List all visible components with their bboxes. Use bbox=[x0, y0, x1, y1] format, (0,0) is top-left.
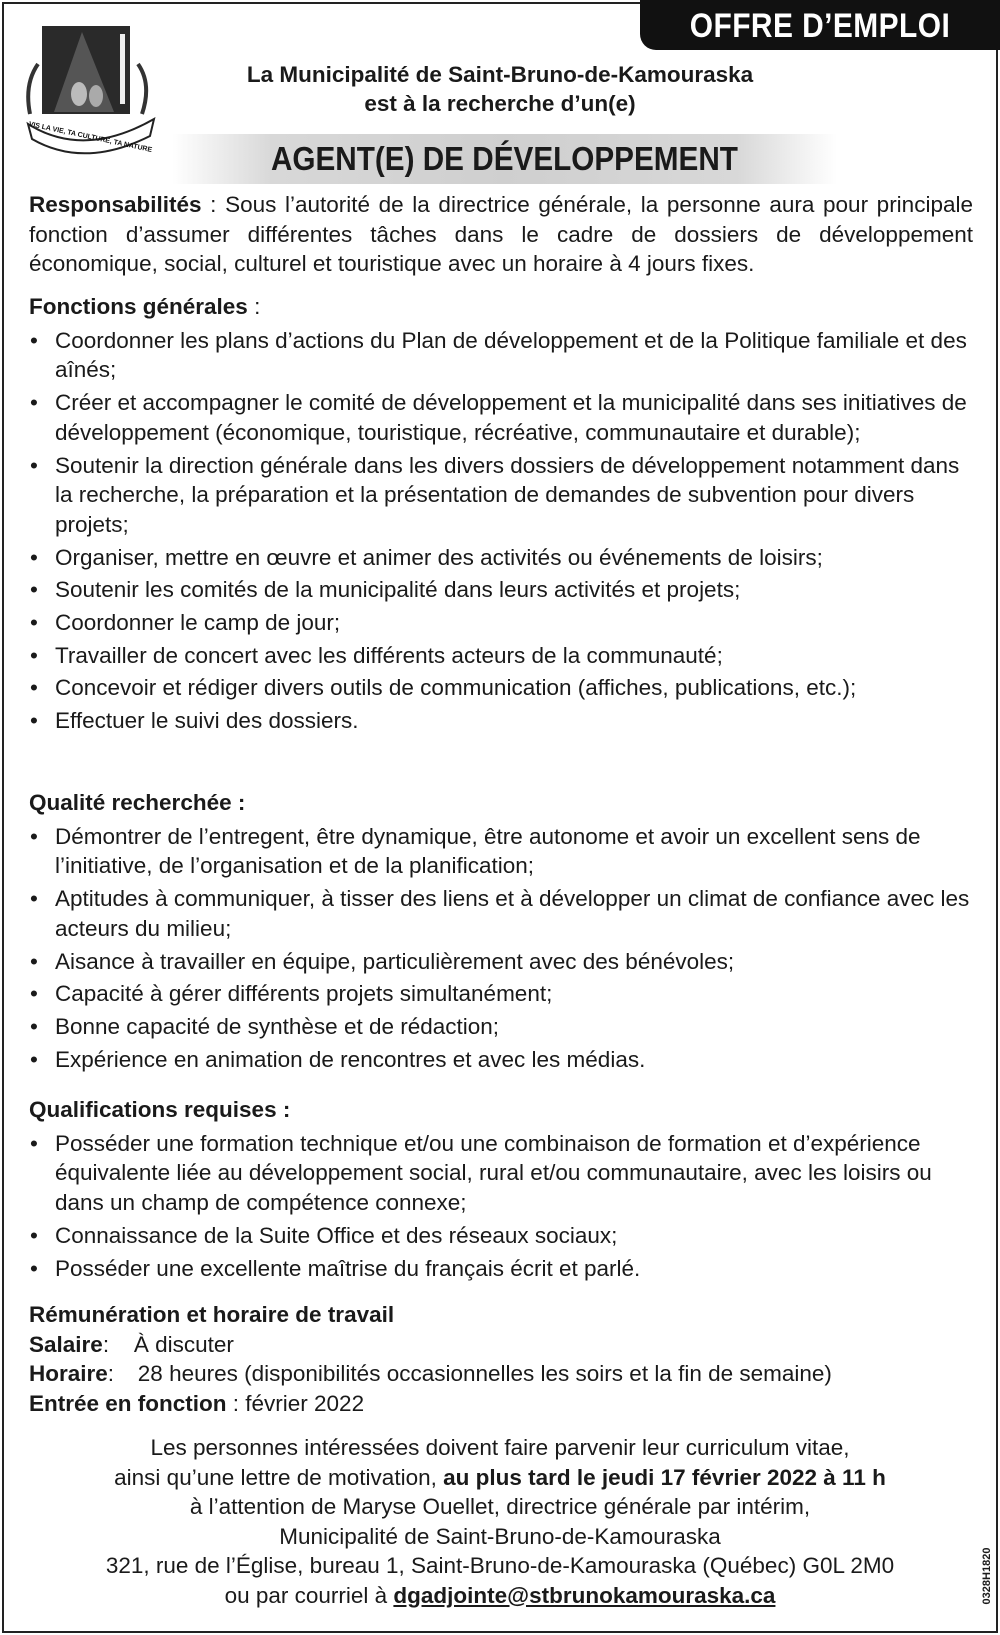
pay-section bbox=[29, 1300, 973, 1419]
apply-line-6a: ou par courriel à bbox=[224, 1582, 394, 1608]
functions-heading-suffix: : bbox=[247, 294, 261, 319]
apply-line-1: Les personnes intéressées doivent faire parvenir leur curriculum vitae, bbox=[150, 1435, 850, 1460]
salary-row bbox=[29, 1330, 973, 1360]
header-line-1: La Municipalité de Saint-Bruno-de-Kamouraska bbox=[246, 62, 754, 87]
list-item: • Effectuer le suivi des dossiers. bbox=[29, 706, 973, 736]
start-label: Entrée en fonction bbox=[29, 1391, 227, 1417]
email-link[interactable]: dgadjointe@stbrunokamouraska.ca bbox=[393, 1582, 776, 1608]
quality-heading: Qualité recherchée : bbox=[29, 790, 246, 815]
list-item: • Expérience en animation de rencontres et avec les médias. bbox=[29, 1045, 973, 1075]
list-item: • Coordonner le camp de jour; bbox=[29, 608, 973, 638]
functions-heading-text: Fonctions générales bbox=[29, 294, 248, 319]
hours-row bbox=[29, 1359, 973, 1389]
list-item: • Travailler de concert avec les différents acteurs de la communauté; bbox=[29, 641, 973, 671]
list-item: • Concevoir et rédiger divers outils de communication (affiches, publications, etc.); bbox=[29, 673, 973, 703]
list-item: • Posséder une excellente maîtrise du français écrit et parlé. bbox=[29, 1254, 973, 1284]
list-item: • Aptitudes à communiquer, à tisser des liens et à développer un climat de confiance avec les acteurs du milieu; bbox=[29, 884, 973, 943]
list-item: • Soutenir les comités de la municipalité dans leurs activités et projets; bbox=[29, 575, 973, 605]
list-item: • Aisance à travailler en équipe, particulièrement avec des bénévoles; bbox=[29, 947, 973, 977]
job-title-text: AGENT(E) DE DÉVELOPPEMENT bbox=[270, 140, 738, 177]
apply-line-2a: ainsi qu’une lettre de motivation, bbox=[114, 1464, 444, 1490]
apply-address: 321, rue de l’Église, bureau 1, Saint-Bruno-de-Kamouraska (Québec) G0L 2M0 bbox=[105, 1553, 895, 1578]
qualifications-list bbox=[29, 1129, 973, 1284]
list-item: • Posséder une formation technique et/ou une combinaison de formation et d’expérience équivalente liée au développement social, rural et/ou communautaire, avec les loisirs ou dans un champ de compétence connexe; bbox=[29, 1129, 973, 1218]
qualifications-section bbox=[29, 1095, 973, 1286]
list-item: • Soutenir la direction générale dans les divers dossiers de développement notamment dans la recherche, la préparation et la présentation de demandes de subvention pour divers projets; bbox=[29, 451, 973, 540]
salary-value: À discuter bbox=[133, 1331, 234, 1357]
start-row bbox=[29, 1389, 973, 1419]
list-item: • Bonne capacité de synthèse et de rédaction; bbox=[29, 1012, 973, 1042]
list-item: • Capacité à gérer différents projets simultanément; bbox=[29, 979, 973, 1009]
quality-section bbox=[29, 788, 973, 1077]
qualifications-heading: Qualifications requises : bbox=[29, 1097, 291, 1122]
responsibilities-paragraph bbox=[29, 190, 973, 279]
pay-heading: Rémunération et horaire de travail bbox=[29, 1302, 395, 1327]
list-item: • Coordonner les plans d’actions du Plan de développement et de la Politique familiale et des aînés; bbox=[29, 326, 973, 385]
hours-label: Horaire bbox=[29, 1361, 108, 1387]
hours-value: 28 heures (disponibilités occasionnelles les soirs et la fin de semaine) bbox=[137, 1361, 832, 1387]
functions-section bbox=[29, 292, 973, 739]
apply-line-6 bbox=[40, 1581, 960, 1611]
logo-motto: VIS LA VIE, TA CULTURE, TA NATURE bbox=[28, 121, 153, 155]
start-value: : février 2022 bbox=[226, 1391, 365, 1417]
list-item: • Connaissance de la Suite Office et des réseaux sociaux; bbox=[29, 1221, 973, 1251]
responsibilities-label: Responsabilités bbox=[29, 192, 202, 217]
responsibilities-text: : Sous l’autorité de la directrice générale, la personne aura pour principale fonction d’assumer différentes tâches dans le cadre de dossiers de développement économique, social, culturel et touristique avec un horaire à 4 jours fixes. bbox=[29, 192, 973, 277]
banner-text: OFFRE D’EMPLOI bbox=[689, 7, 951, 45]
municipality-crest-logo bbox=[24, 24, 160, 156]
apply-line-4: Municipalité de Saint-Bruno-de-Kamouraska bbox=[279, 1523, 721, 1549]
hours-sep: : bbox=[107, 1361, 115, 1387]
ad-code: 0328H1820 bbox=[981, 1547, 993, 1605]
quality-list bbox=[29, 822, 973, 1075]
job-title bbox=[172, 134, 837, 184]
application-instructions bbox=[40, 1433, 960, 1610]
list-item: • Créer et accompagner le comité de développement et la municipalité dans ses initiatives de développement (économique, touristique, récréative, communautaire et durable); bbox=[29, 388, 973, 447]
apply-line-2 bbox=[40, 1463, 960, 1493]
list-item: • Organiser, mettre en œuvre et animer des activités ou événements de loisirs; bbox=[29, 543, 973, 573]
apply-line-3: à l’attention de Maryse Ouellet, directrice générale par intérim, bbox=[189, 1494, 811, 1519]
salary-sep: : bbox=[102, 1331, 110, 1357]
salary-label: Salaire bbox=[29, 1331, 103, 1357]
header-line-2: est à la recherche d’un(e) bbox=[364, 91, 636, 116]
functions-list bbox=[29, 326, 973, 736]
job-offer-banner bbox=[640, 0, 1000, 50]
list-item: • Démontrer de l’entregent, être dynamique, être autonome et avoir un excellent sens de l’initiative, de l’organisation et de la planification; bbox=[29, 822, 973, 881]
deadline: au plus tard le jeudi 17 février 2022 à 11 h bbox=[443, 1464, 886, 1490]
functions-heading bbox=[29, 292, 973, 322]
